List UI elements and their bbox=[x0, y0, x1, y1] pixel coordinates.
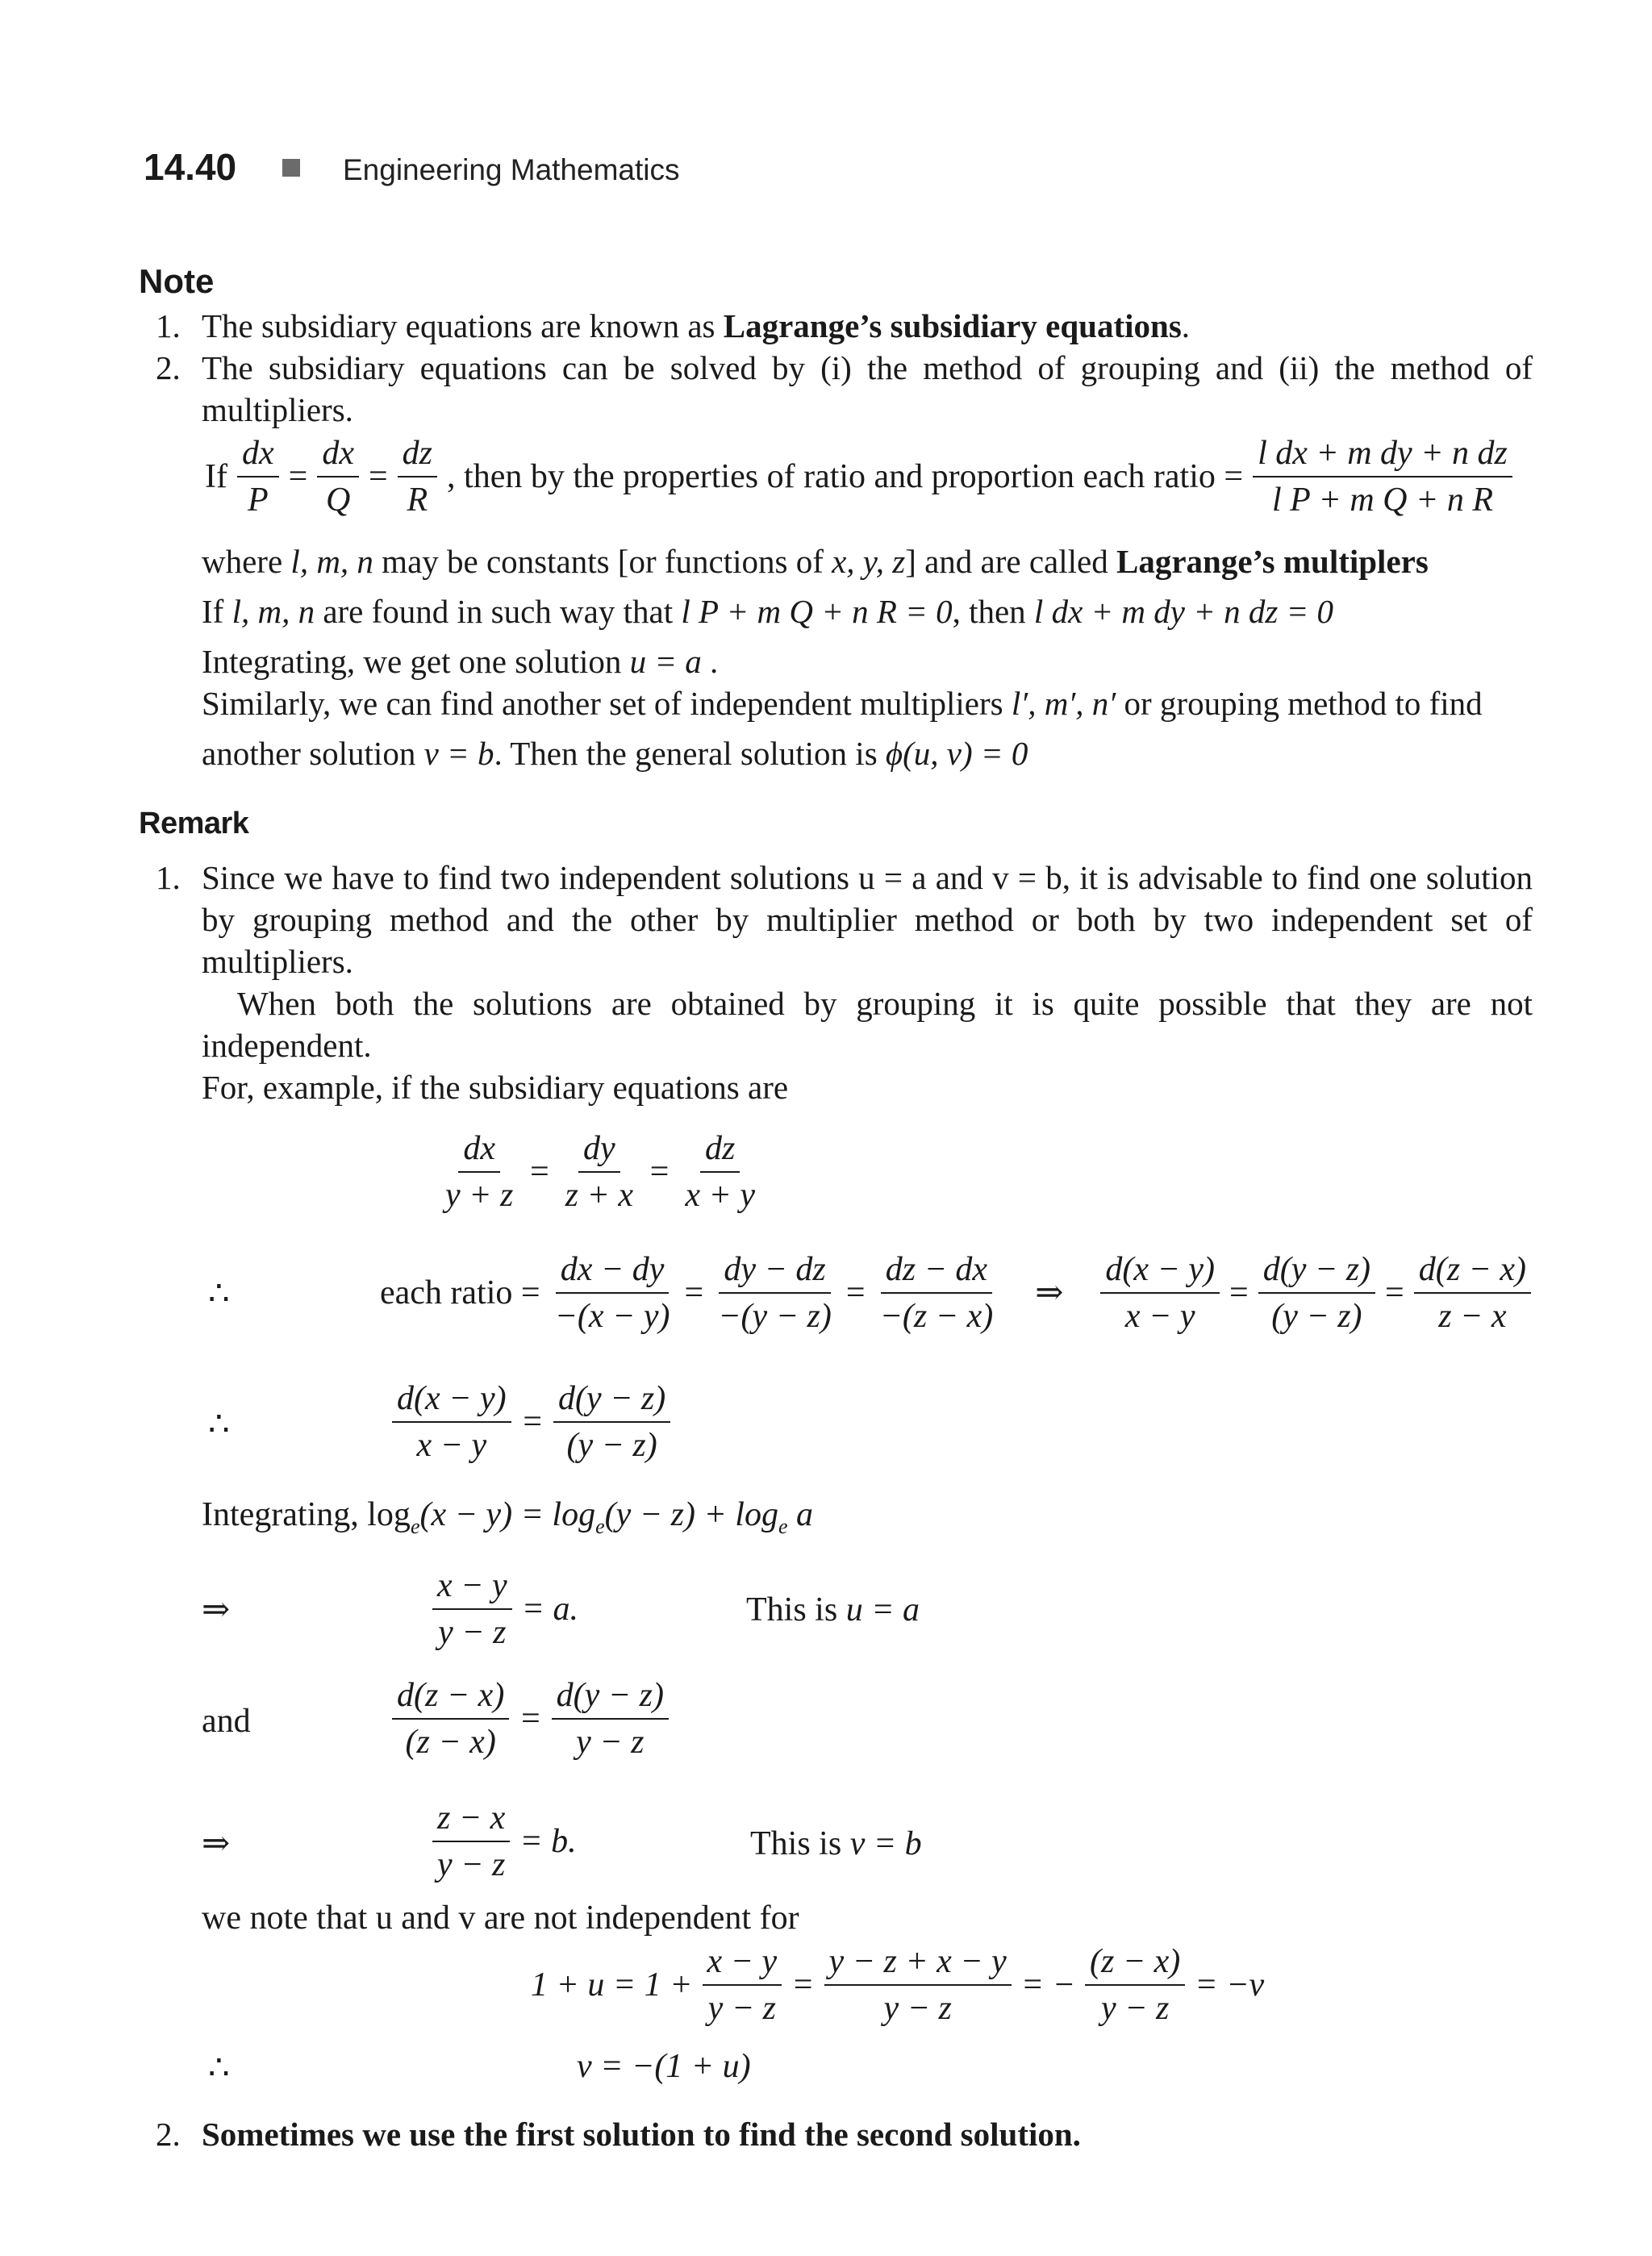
ratio-equation: If $\frac{dx}{P}$ = $\frac{dx}{Q}$ = $\frac{dz}{R}$ , then by the properties of ratio and proportion each ratio = $\frac{\text{l dx + m dy + n dz}}{\text{l P + m Q + n R}}$ bbox=[200, 436, 1517, 518]
remark-item-1-number: 1. bbox=[156, 859, 181, 896]
and-word: and bbox=[202, 1703, 251, 1740]
similarly-line: Similarly, we can find another set of independent multipliers l′, m′, n′ or grouping method to find bbox=[202, 685, 1483, 722]
therefore-symbol-3: ∴ bbox=[208, 2050, 230, 2087]
v-equals-b-equation: $\frac{z - x}{y - z}$ = b. bbox=[428, 1800, 582, 1883]
subsidiary-equations: $\frac{dx}{y + z}$ = $\frac{dy}{z + x}$ = $\frac{dz}{x + y}$ bbox=[445, 1130, 755, 1214]
book-title: Engineering Mathematics bbox=[343, 153, 680, 186]
note-heading: Note bbox=[139, 262, 215, 300]
log-integration-line: Integrating, $\log_e(x - y) = \log_e(y - z) + \log_e a$ bbox=[202, 1496, 813, 1538]
therefore-symbol-2: ∴ bbox=[208, 1406, 230, 1443]
if-multipliers-line: If l, m, n are found in such way that l P + m Q + n R = 0, then l dx + m dy + n dz = 0 bbox=[202, 593, 1334, 630]
remark-item-1-text-2: When both the solutions are obtained by grouping it is quite possible that they are not independent. bbox=[202, 985, 1533, 1064]
header-square-icon bbox=[282, 159, 300, 177]
we-note-line: we note that u and v are not independent for bbox=[202, 1899, 799, 1937]
this-is-v-note: This is v = b bbox=[750, 1825, 922, 1862]
u-equals-a-equation: $\frac{x - y}{y - z}$ = a. bbox=[428, 1568, 583, 1650]
page-number: 14.40 bbox=[144, 146, 237, 188]
implies-symbol-2: ⇒ bbox=[202, 1825, 231, 1862]
integrating-line: Integrating, we get one solution u = a . bbox=[202, 643, 719, 680]
note-item-1-number: 1. bbox=[156, 307, 181, 344]
note-item-1-text: The subsidiary equations are known as Lagrange’s subsidiary equations. bbox=[202, 307, 1191, 344]
therefore-symbol: ∴ bbox=[208, 1275, 230, 1312]
each-ratio-equation: each ratio = $\frac{dx - dy}{-(x - y)}$ = $\frac{dy - dz}{-(y - z)}$ = $\frac{dz - dx}{-(z - x)}$ ⇒ $\frac{d(x - y)}{x - y}$ = $\frac{d(y - z)}{(y - z)}$ = $\frac{d(z - x)}{z - x}$ bbox=[375, 1252, 1536, 1334]
note-item-2-number: 2. bbox=[156, 349, 181, 386]
remark-item-2-text: Sometimes we use the first solution to find the second solution. bbox=[202, 2116, 1081, 2153]
remark-item-1-text: Since we have to find two independent solutions u = a and v = b, it is advisable to find one solution by grouping method and the other by multiplier method or both by two independent set of multipliers. bbox=[202, 859, 1533, 980]
note-item-2-text: The subsidiary equations can be solved by (i) the method of grouping and (ii) the method of multipliers. bbox=[202, 349, 1533, 428]
this-is-u-note: This is u = a bbox=[746, 1591, 920, 1628]
remark-heading: Remark bbox=[139, 807, 249, 840]
remark-item-2-number: 2. bbox=[156, 2116, 181, 2153]
dependence-equation: 1 + u = 1 + $\frac{x - y}{y - z}$ = $\frac{y - z + x - y}{y - z}$ = − $\frac{(z - x)}{y - z}$ = −v bbox=[531, 1943, 1265, 2027]
grouping-equation-1: $\frac{d(x - y)}{x - y}$ = $\frac{d(y - z)}{(y - z)}$ bbox=[387, 1381, 675, 1463]
grouping-equation-2: $\frac{d(z - x)}{(z - x)}$ = $\frac{d(y - z)}{y - z}$ bbox=[387, 1678, 674, 1760]
v-dependence-result: v = −(1 + u) bbox=[577, 2048, 751, 2085]
remark-item-1-text-3: For, example, if the subsidiary equations are bbox=[202, 1069, 789, 1106]
where-line: where l, m, n may be constants [or functions of x, y, z] and are called Lagrange’s multiplers bbox=[202, 543, 1429, 580]
another-solution-line: another solution v = b. Then the general solution is ϕ(u, v) = 0 bbox=[202, 735, 1028, 772]
implies-symbol: ⇒ bbox=[202, 1591, 231, 1628]
